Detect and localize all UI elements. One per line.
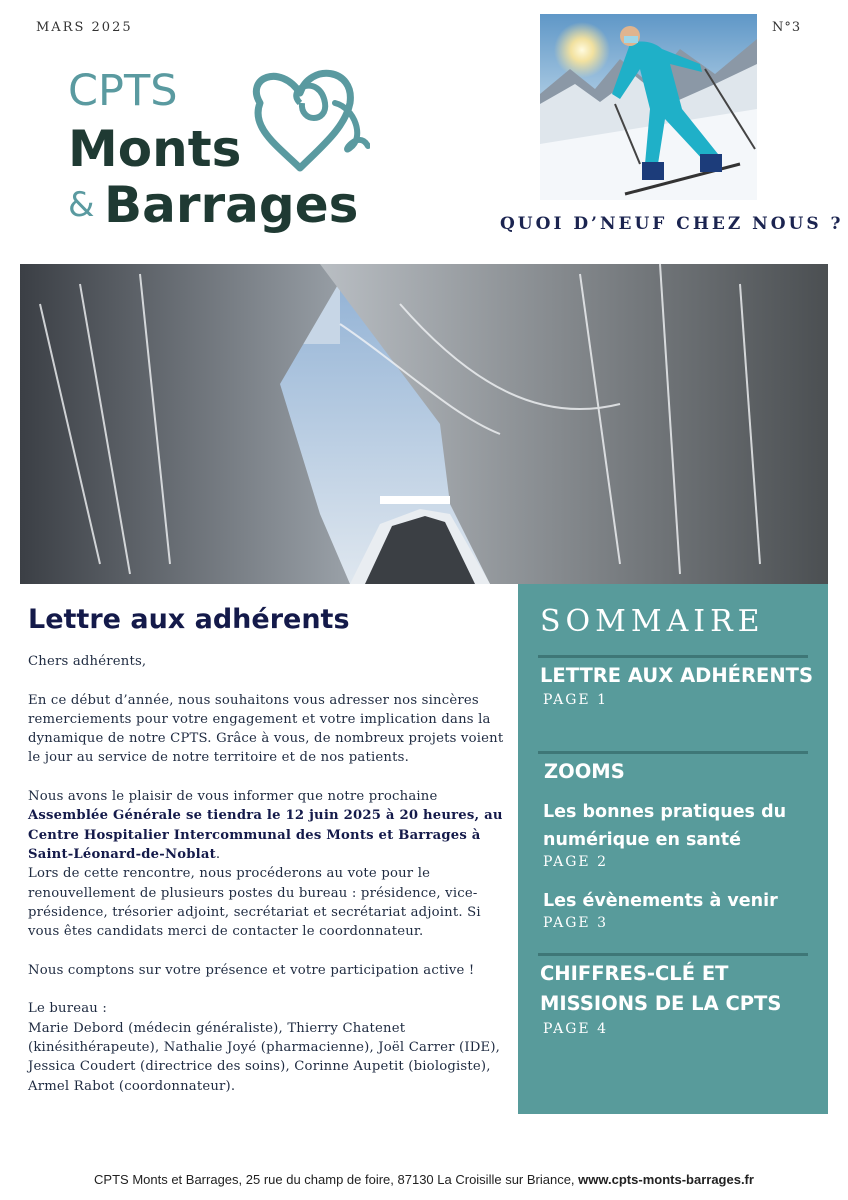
logo-text-ampersand: & — [68, 185, 95, 225]
letter-paragraph-assembly — [28, 787, 508, 864]
issue-number: N°3 — [772, 20, 802, 35]
letter-paragraph-vote: Lors de cette rencontre, nous procéderons au vote pour le renouvellement de plusieurs postes du bureau : présidence, vice-présidence, trésorier adjoint, secrétariat et secrétariat adjoint. Si vous êtes candidats merci de contacter le coordonnateur. — [28, 866, 481, 940]
toc-title: SOMMAIRE — [540, 604, 765, 639]
toc-page-2: PAGE 2 — [543, 854, 609, 870]
issue-date: MARS 2025 — [36, 20, 133, 35]
toc-item-evenements[interactable]: Les évènements à venir — [543, 891, 778, 911]
footer-address-text: CPTS Monts et Barrages, 25 rue du champ de foire, 87130 La Croisille sur Briance, — [94, 1172, 579, 1187]
toc-page-4: PAGE 4 — [543, 1021, 609, 1037]
footer-address — [0, 1172, 848, 1187]
toc-item-numerique[interactable]: Les bonnes pratiques du numérique en santé — [543, 802, 787, 850]
letter-paragraph-thanks: En ce début d’année, nous souhaitons vous adresser nos sincères remerciements pour votre engagement et votre implication dans la dynamique de notre CPTS. Grâce à vous, de nombreux projets voient le jour au service de notre territoire et de nos patients. — [28, 692, 504, 766]
toc-divider — [538, 655, 808, 658]
logo-text-cpts: CPTS — [68, 66, 178, 116]
toc-divider — [538, 751, 808, 754]
logo-text-barrages: Barrages — [104, 176, 359, 234]
toc-page-3: PAGE 3 — [543, 915, 609, 931]
letter-greeting: Chers adhérents, — [28, 654, 147, 669]
letter-paragraph-closing: Nous comptons sur votre présence et votre participation active ! — [28, 962, 475, 978]
assembly-intro: Nous avons le plaisir de vous informer que notre prochaine — [28, 789, 438, 805]
footer-website-link[interactable]: www.cpts-monts-barrages.fr — [578, 1172, 754, 1187]
toc-item-chiffres[interactable]: CHIFFRES-CLÉ ET MISSIONS DE LA CPTS — [540, 962, 782, 1015]
newsletter-tagline: QUOI D’NEUF CHEZ NOUS ? — [500, 214, 844, 234]
toc-item-zooms[interactable]: ZOOMS — [544, 760, 625, 783]
letter-body — [28, 652, 508, 1096]
snowy-forest-road-photo — [20, 264, 828, 584]
toc-divider — [538, 953, 808, 956]
letter-title: Lettre aux adhérents — [28, 604, 350, 635]
table-of-contents — [518, 584, 828, 1114]
heart-ribbon-icon — [240, 68, 370, 178]
toc-page-1: PAGE 1 — [543, 692, 609, 708]
assembly-details: Assemblée Générale se tiendra le 12 juin 2025 à 20 heures, au Centre Hospitalier Intercommunal des Monts et Barrages à Saint-Léonard-de-Noblat — [28, 808, 503, 862]
skier-illustration — [540, 14, 757, 200]
signature-label: Le bureau : — [28, 1001, 107, 1017]
logo-text-monts: Monts — [68, 120, 242, 178]
assembly-end: . — [215, 846, 221, 862]
signature-names: Marie Debord (médecin généraliste), Thierry Chatenet (kinésithérapeute), Nathalie Joyé (pharmacienne), Joël Carrer (IDE), Jessica Coudert (directrice des soins), Corinne Aupetit (biologiste), Armel Rabot (coordonnateur). — [28, 1020, 501, 1094]
toc-item-lettre[interactable]: LETTRE AUX ADHÉRENTS — [540, 664, 813, 687]
